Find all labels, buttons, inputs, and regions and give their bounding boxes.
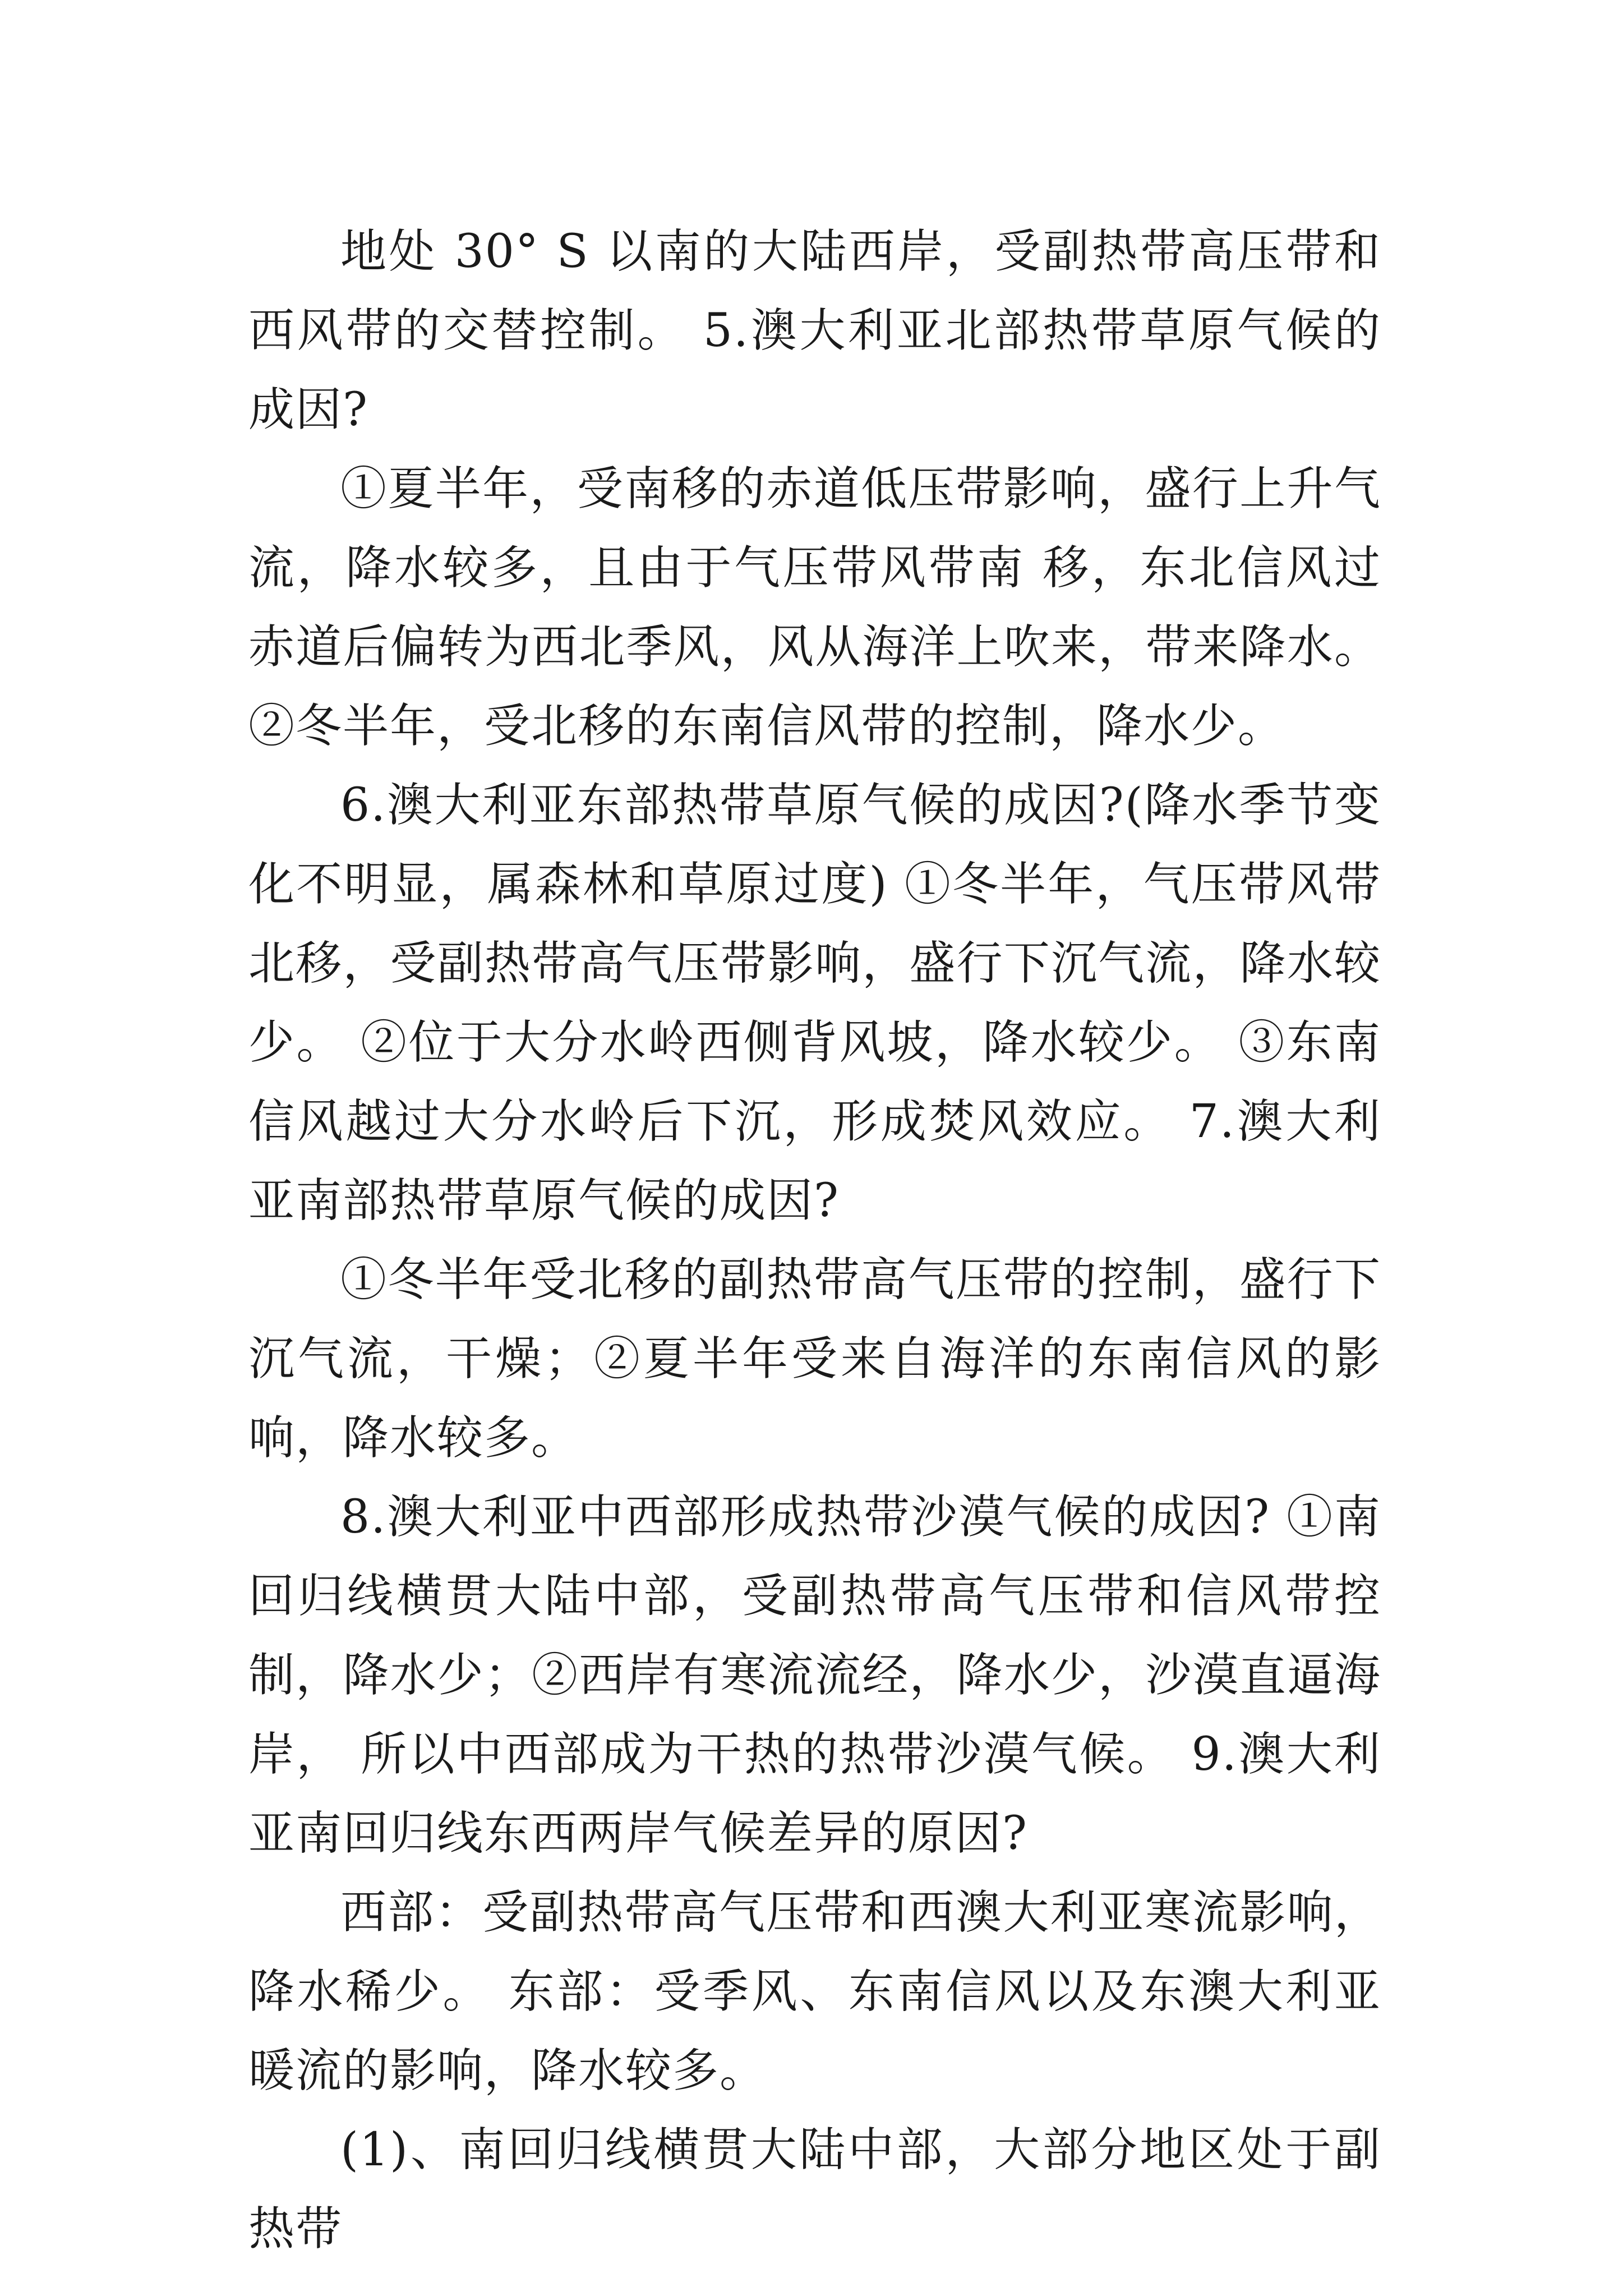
- paragraph-north-savanna-causes: ①夏半年，受南移的赤道低压带影响，盛行上升气流，降水较多，且由于气压带风带南 移，东北信风过赤道后偏转为西北季风，风从海洋上吹来，带来降水。 ②冬半年，受北移的东南信风带的控制，降水少。: [248, 462, 1381, 753]
- paragraph-tropic-summary: (1)、南回归线横贯大陆中部，大部分地区处于副热带: [248, 2123, 1381, 2256]
- paragraph-south-savanna-causes: ①冬半年受北移的副热带高气压带的控制，盛行下沉气流，干燥；②夏半年受来自海洋的东南信风的影响，降水较多。: [248, 1253, 1381, 1465]
- paragraph-west-coast-climate: 地处 30° S 以南的大陆西岸，受副热带高压带和西风带的交替控制。 5.澳大利亚北部热带草原气候的成因?: [248, 225, 1381, 436]
- paragraph-east-west-differences: 西部：受副热带高气压带和西澳大利亚寒流影响，降水稀少。 东部：受季风、东南信风以及东澳大利亚暖流的影响，降水较多。: [248, 1886, 1381, 2097]
- document-body: [248, 212, 1381, 2269]
- paragraph-desert-climate-causes: 8.澳大利亚中西部形成热带沙漠气候的成因? ①南回归线横贯大陆中部，受副热带高气压带和信风带控制，降水少；②西岸有寒流流经，降水少，沙漠直逼海岸， 所以中西部成为干热的热带沙漠气候。 9.澳大利亚南回归线东西两岸气候差异的原因?: [248, 1490, 1381, 1860]
- paragraph-east-savanna-causes: 6.澳大利亚东部热带草原气候的成因?(降水季节变化不明显，属森林和草原过度) ①冬半年，气压带风带北移，受副热带高气压带影响，盛行下沉气流，降水较少。 ②位于大分水岭西侧背风坡，降水较少。 ③东南信风越过大分水岭后下沉，形成焚风效应。 7.澳大利亚南部热带草原气候的成因?: [248, 779, 1381, 1227]
